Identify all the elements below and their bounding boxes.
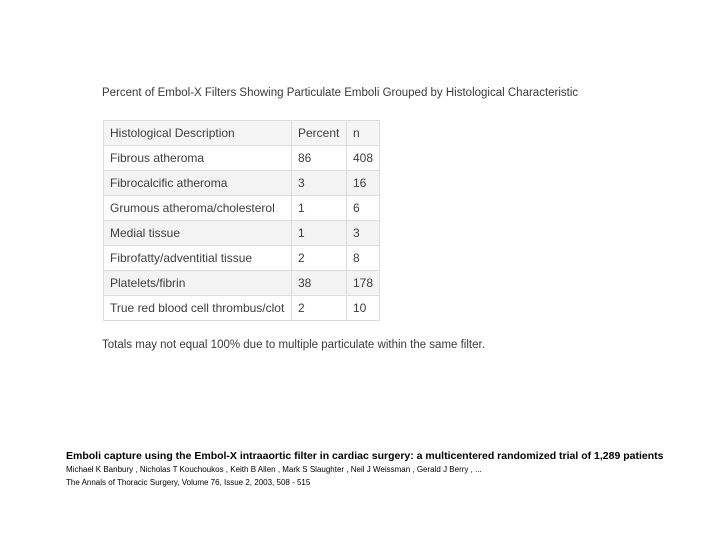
cell-description: True red blood cell thrombus/clot <box>104 296 292 321</box>
table-row <box>104 221 380 246</box>
cell-n: 8 <box>347 246 380 271</box>
table-row <box>104 196 380 221</box>
citation-title: Emboli capture using the Embol-X intraaortic filter in cardiac surgery: a multicentered randomized trial of 1,289 patients <box>66 450 664 462</box>
cell-description: Platelets/fibrin <box>104 271 292 296</box>
cell-n: 178 <box>347 271 380 296</box>
table-row <box>104 246 380 271</box>
cell-percent: 1 <box>292 221 347 246</box>
table-title: Percent of Embol-X Filters Showing Particulate Emboli Grouped by Histological Characteristic <box>102 87 579 99</box>
table-footnote: Totals may not equal 100% due to multiple particulate within the same filter. <box>102 339 485 351</box>
cell-description: Fibrous atheroma <box>104 146 292 171</box>
cell-percent: 2 <box>292 296 347 321</box>
citation-authors: Michael K Banbury , Nicholas T Kouchoukos , Keith B Allen , Mark S Slaughter , Neil J Weissman , Gerald J Berry , ... <box>66 465 482 474</box>
cell-n: 6 <box>347 196 380 221</box>
header-percent: Percent <box>292 121 347 146</box>
header-n: n <box>347 121 380 146</box>
cell-n: 3 <box>347 221 380 246</box>
table-row <box>104 296 380 321</box>
table-row <box>104 271 380 296</box>
cell-description: Medial tissue <box>104 221 292 246</box>
header-histological-description: Histological Description <box>104 121 292 146</box>
cell-n: 16 <box>347 171 380 196</box>
cell-percent: 3 <box>292 171 347 196</box>
histology-table <box>103 120 380 321</box>
cell-percent: 1 <box>292 196 347 221</box>
cell-description: Fibrofatty/adventitial tissue <box>104 246 292 271</box>
cell-percent: 2 <box>292 246 347 271</box>
cell-percent: 38 <box>292 271 347 296</box>
cell-n: 10 <box>347 296 380 321</box>
table-row <box>104 171 380 196</box>
cell-description: Fibrocalcific atheroma <box>104 171 292 196</box>
table-row <box>104 146 380 171</box>
table-header-row <box>104 121 380 146</box>
cell-n: 408 <box>347 146 380 171</box>
cell-description: Grumous atheroma/cholesterol <box>104 196 292 221</box>
citation-journal: The Annals of Thoracic Surgery, Volume 76, Issue 2, 2003, 508 - 515 <box>66 478 311 487</box>
cell-percent: 86 <box>292 146 347 171</box>
